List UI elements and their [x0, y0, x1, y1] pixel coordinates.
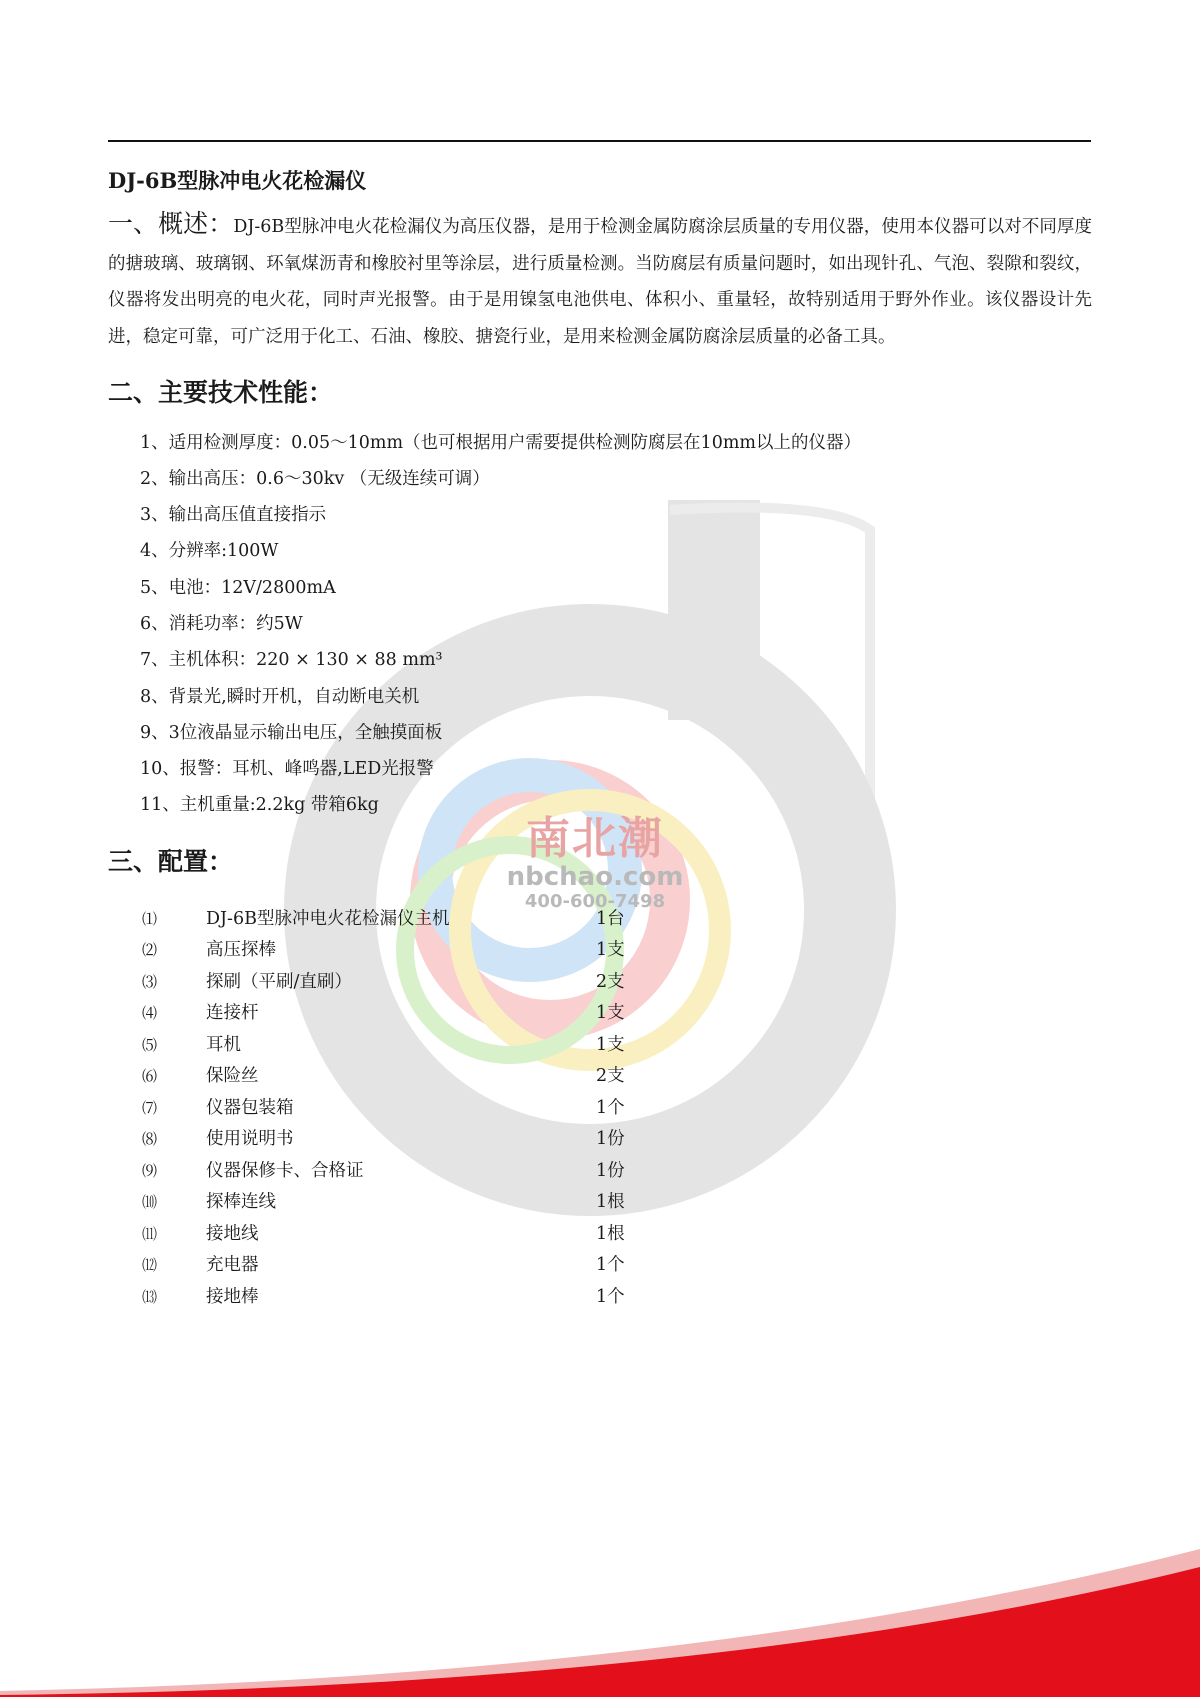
config-quantity: 2支 [596, 971, 625, 992]
config-name: 仪器保修卡、合格证 [206, 1160, 364, 1181]
config-quantity: 1个 [596, 1097, 625, 1118]
spec-item: 4、分辨率:100W [140, 541, 279, 562]
config-number: ⑿ [142, 1256, 158, 1275]
spec-item: 8、背景光,瞬时开机，自动断电关机 [140, 686, 420, 707]
config-quantity: 1台 [596, 908, 625, 929]
config-number: ⑵ [142, 941, 158, 960]
config-row [142, 1282, 1092, 1314]
config-row [142, 1093, 1092, 1125]
config-row [142, 1219, 1092, 1251]
document-title: DJ-6B型脉冲电火花检漏仪 [108, 168, 367, 193]
watermark-brand-en: nbchao.com [506, 862, 684, 892]
config-quantity: 1支 [596, 940, 625, 961]
config-row [142, 1250, 1092, 1282]
config-list [142, 904, 1092, 1314]
config-number: ⒀ [142, 1287, 158, 1306]
config-row [142, 1187, 1092, 1219]
config-name: 使用说明书 [206, 1129, 294, 1150]
config-row [142, 1061, 1092, 1093]
config-name: 高压探棒 [206, 940, 276, 961]
config-number: ⑻ [142, 1130, 158, 1149]
config-number: ⑹ [142, 1067, 158, 1086]
config-name: 充电器 [206, 1255, 259, 1276]
spec-item: 6、消耗功率：约5W [140, 613, 303, 634]
config-name: 连接杆 [206, 1003, 259, 1024]
config-quantity: 1支 [596, 1003, 625, 1024]
config-row [142, 1030, 1092, 1062]
config-name: 接地棒 [206, 1286, 259, 1307]
spec-item: 10、报警：耳机、峰鸣器,LED光报警 [140, 759, 434, 780]
spec-item: 2、输出高压：0.6～30kv （无级连续可调） [140, 468, 490, 489]
config-number: ⑺ [142, 1098, 158, 1117]
config-row [142, 935, 1092, 967]
config-name: 探棒连线 [206, 1192, 276, 1213]
config-number: ⑽ [142, 1193, 158, 1212]
config-quantity: 1个 [596, 1286, 625, 1307]
config-name: 探刷（平刷/直刷） [206, 971, 352, 992]
config-number: ⑷ [142, 1004, 158, 1023]
config-number: ⑴ [142, 909, 158, 928]
document-body [108, 164, 1092, 1313]
watermark-brand-cn: 南北潮 [526, 813, 664, 864]
overview-text: DJ-6B型脉冲电火花检漏仪为高压仪器，是用于检测金属防腐涂层质量的专用仪器，使用本仪器可以对不同厚度的搪玻璃、玻璃钢、环氧煤沥青和橡胶衬里等涂层，进行质量检测。当防腐层有质量问题时，如出现针孔、气泡、裂隙和裂纹，仪器将发出明亮的电火花，同时声光报警。由于是用镍氢电池供电、体积小、重量轻，故特别适用于野外作业。该仪器设计先进，稳定可靠，可广泛用于化工、石油、橡胶、搪瓷行业，是用来检测金属防腐涂层质量的必备工具。 [108, 217, 1092, 347]
config-quantity: 2支 [596, 1066, 625, 1087]
spec-item: 11、主机重量:2.2kg 带箱6kg [140, 795, 379, 816]
config-quantity: 1支 [596, 1034, 625, 1055]
config-number: ⑸ [142, 1035, 158, 1054]
config-quantity: 1份 [596, 1129, 625, 1150]
overview-heading: 一、概述： [108, 209, 234, 238]
overview-paragraph [108, 206, 1092, 355]
config-quantity: 1个 [596, 1255, 625, 1276]
config-name: 耳机 [206, 1034, 241, 1055]
config-row [142, 1124, 1092, 1156]
config-name: DJ-6B型脉冲电火花检漏仪主机 [206, 908, 450, 929]
spec-item: 7、主机体积：220 × 130 × 88 mm³ [140, 650, 443, 671]
watermark-phone: 400-600-7498 [524, 891, 666, 912]
config-number: ⑾ [142, 1224, 158, 1243]
config-quantity: 1根 [596, 1223, 625, 1244]
spec-item: 5、电池：12V/2800mA [140, 577, 336, 598]
specs-list [140, 425, 1092, 824]
config-quantity: 1根 [596, 1192, 625, 1213]
config-number: ⑼ [142, 1161, 158, 1180]
config-row [142, 998, 1092, 1030]
config-name: 保险丝 [206, 1066, 259, 1087]
config-name: 接地线 [206, 1223, 259, 1244]
config-name: 仪器包装箱 [206, 1097, 294, 1118]
config-row [142, 967, 1092, 999]
spec-item: 1、适用检测厚度：0.05～10mm（也可根据用户需要提供检测防腐层在10mm以上的仪器） [140, 432, 862, 453]
specs-heading: 二、主要技术性能： [108, 377, 334, 407]
config-row [142, 904, 1092, 936]
config-row [142, 1156, 1092, 1188]
spec-item: 9、3位液晶显示输出电压，全触摸面板 [140, 722, 443, 743]
config-heading: 三、配置： [108, 846, 234, 876]
config-number: ⑶ [142, 972, 158, 991]
bottom-red-swoosh [0, 1527, 1200, 1697]
top-divider [108, 140, 1091, 142]
config-quantity: 1份 [596, 1160, 625, 1181]
spec-item: 3、输出高压值直接指示 [140, 505, 327, 526]
